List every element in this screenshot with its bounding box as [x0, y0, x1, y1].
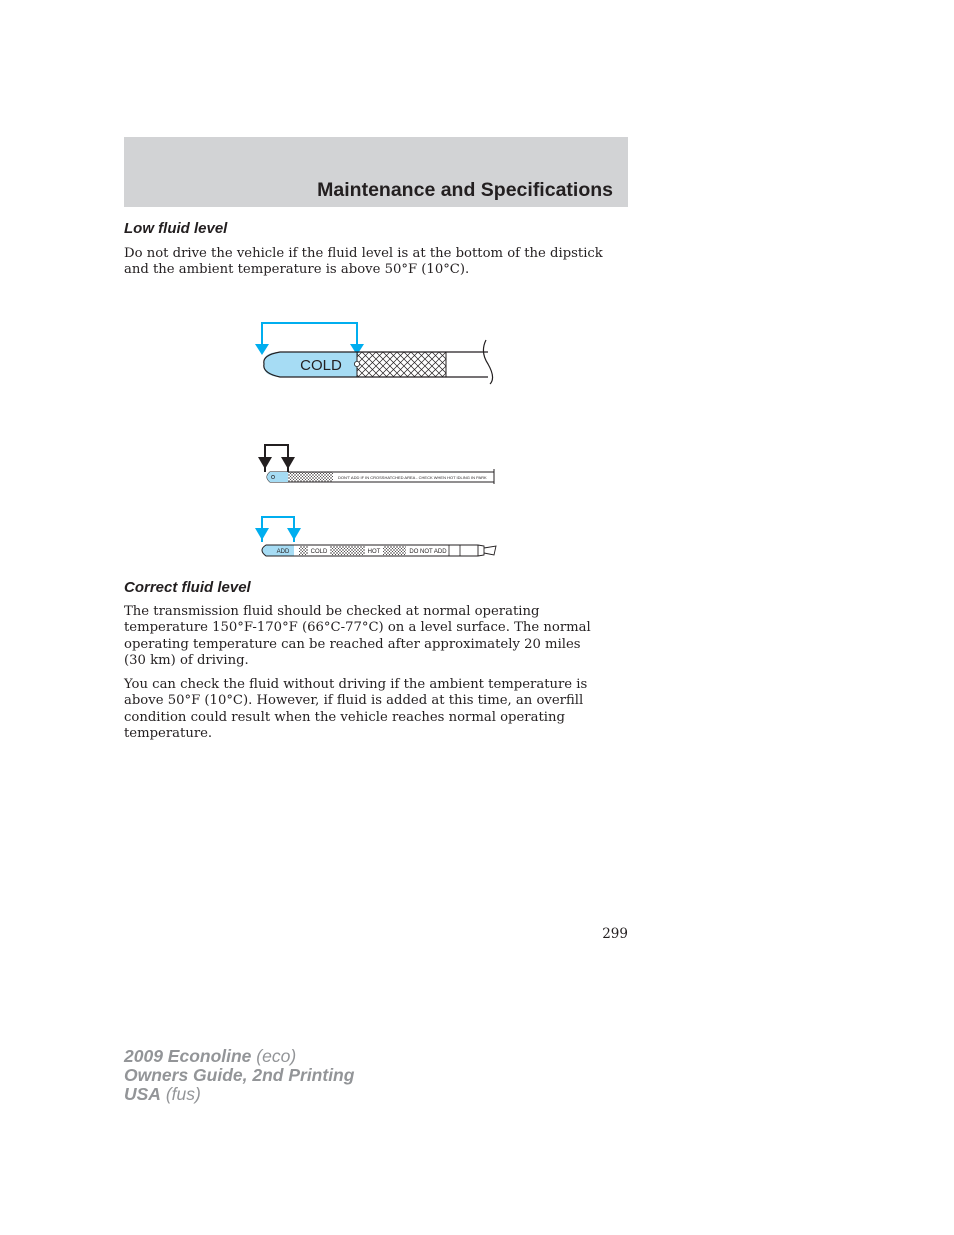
- footer-market-code: (fus): [160, 1084, 201, 1104]
- page-number: 299: [602, 926, 628, 942]
- footer-market: USA: [124, 1084, 161, 1104]
- footer-model: 2009 Econoline: [124, 1046, 252, 1066]
- arrow-down-icon: [255, 528, 269, 540]
- arrow-down-icon: [255, 344, 269, 355]
- page-title: Maintenance and Specifications: [317, 179, 613, 201]
- label-hot: HOT: [367, 549, 381, 555]
- label-do-not-add: DO NOT ADD: [409, 549, 447, 555]
- dipstick-cold-label: COLD: [300, 357, 342, 374]
- arrow-down-icon: [281, 457, 295, 469]
- heading-low-fluid-level: Low fluid level: [124, 220, 228, 237]
- dipstick-cold: [255, 323, 493, 384]
- label-cold: COLD: [310, 549, 328, 555]
- heading-correct-fluid-level: Correct fluid level: [124, 579, 251, 596]
- dipstick-figure: [250, 310, 510, 565]
- paragraph-correct-fluid-2: You can check the fluid without driving if the ambient temperature is above 50°F (10°C). However, if fluid is added at this time, an overfill condition could result when the vehicle reaches normal operating temperature.: [124, 677, 588, 741]
- footer-guide: Owners Guide, 2nd Printing: [124, 1065, 355, 1085]
- footer: [124, 1047, 354, 1104]
- footer-model-code: (eco): [251, 1046, 297, 1066]
- arrow-down-icon: [258, 457, 272, 469]
- dipstick-crosshatch: [258, 445, 494, 484]
- paragraph-low-fluid: Do not drive the vehicle if the fluid level is at the bottom of the dipstick and the ambient temperature is above 50°F (10°C).: [124, 246, 603, 278]
- footer-line-1: [124, 1047, 354, 1066]
- dipstick-crosshatch-label: DON'T ADD IF IN CROSSHATCHED AREA - CHECK WHEN HOT IDLING IN PARK: [338, 475, 487, 480]
- header-band: [124, 137, 628, 207]
- arrow-down-icon: [287, 528, 301, 540]
- footer-line-3: [124, 1085, 354, 1104]
- paragraph-correct-fluid-1: The transmission fluid should be checked at normal operating temperature 150°F-170°F (66°C-77°C) on a level surface. The normal operating temperature can be reached after approximately 20 miles (30 km) of driving.: [124, 604, 591, 668]
- footer-line-2: [124, 1066, 354, 1085]
- dipstick-add-cold-hot: [255, 517, 496, 556]
- label-add: ADD: [276, 549, 290, 555]
